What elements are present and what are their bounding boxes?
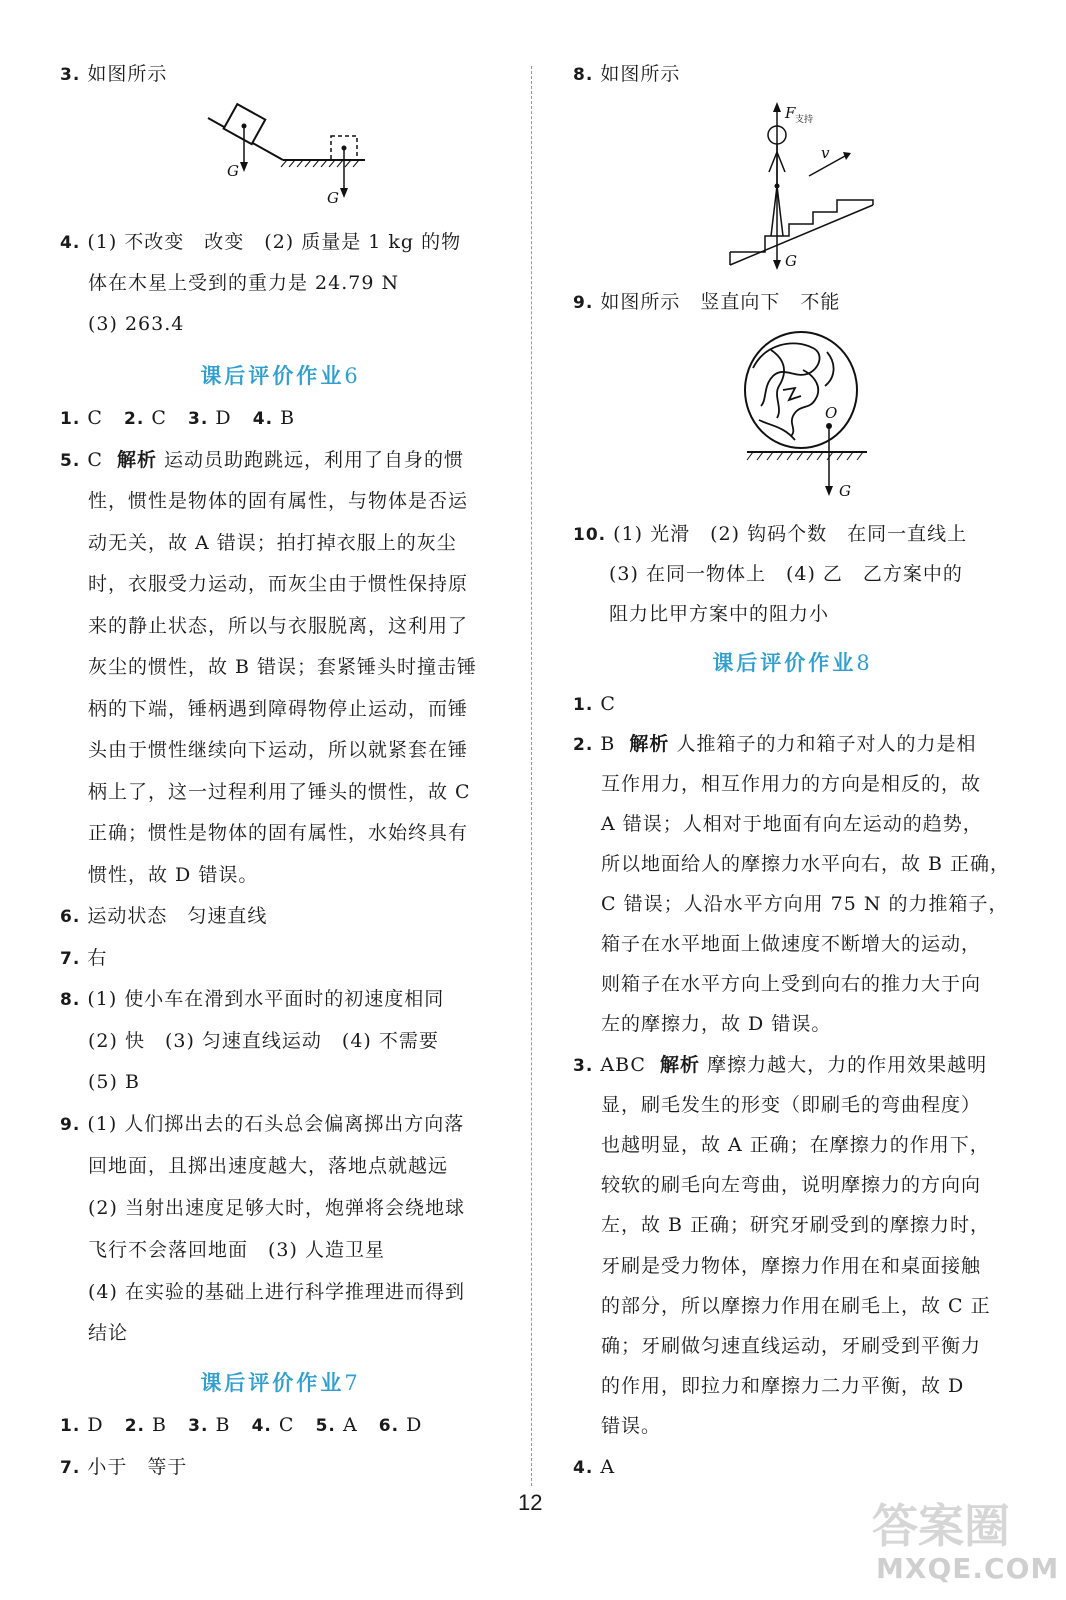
answer-5-line10: 正确；惯性是物体的固有属性，水始终具有 xyxy=(88,822,469,844)
escalator-person-figure xyxy=(725,100,885,272)
answer-10-line3: 阻力比甲方案中的阻力小 xyxy=(609,603,830,625)
answer-5-line3: 动无关，故 A 错误；拍打掉衣服上的灰尘 xyxy=(88,532,457,554)
answer-r3-line10: 错误。 xyxy=(601,1415,662,1437)
answer-r2-line1: 2. B 解析 人推箱子的力和箱子对人的力是相 xyxy=(573,733,977,755)
answers-1-6: 1. D 2. B 3. B 4. C 5. A 6. D xyxy=(60,1414,423,1436)
answers-1-4: 1. C 2. C 3. D 4. B xyxy=(60,407,296,429)
answer-r2-line7: 则箱子在水平方向上受到向右的推力大于向 xyxy=(601,973,982,995)
answer-r3-line8: 确；牙刷做匀速直线运动，牙刷受到平衡力 xyxy=(601,1335,982,1357)
answer-r3-line9: 的作用，即拉力和摩擦力二力平衡，故 D xyxy=(601,1375,965,1397)
answer-4-line2: 体在木星上受到的重力是 24.79 N xyxy=(88,272,400,294)
answer-5-line5: 来的静止状态，所以与衣服脱离，这利用了 xyxy=(88,615,469,637)
answer-r2-line3: A 错误；人相对于地面有向左运动的趋势， xyxy=(601,813,983,835)
watermark-logo: 答案圈 xyxy=(872,1499,1010,1553)
answer-6: 6. 运动状态 匀速直线 xyxy=(60,905,268,927)
answer-8-line2: (2) 快 (3) 匀速直线运动 (4) 不需要 xyxy=(88,1030,439,1052)
answer-r2-line8: 左的摩擦力，故 D 错误。 xyxy=(601,1013,832,1035)
answer-5-line9: 柄上了，这一过程利用了锤头的惯性，故 C xyxy=(88,781,471,803)
answer-10-line1: 10. (1) 光滑 (2) 钩码个数 在同一直线上 xyxy=(573,523,968,545)
answer-8-line3: (5) B xyxy=(88,1071,140,1093)
answer-r2-line4: 所以地面给人的摩擦力水平向右，故 B 正确， xyxy=(601,853,1011,875)
answer-3: 3. 如图所示 xyxy=(60,63,168,85)
answer-9: 9. 如图所示 竖直向下 不能 xyxy=(573,291,841,313)
answer-r3-line7: 的部分，所以摩擦力作用在刷毛上，故 C 正 xyxy=(601,1295,991,1317)
answer-7: 7. 右 xyxy=(60,947,108,969)
answer-r4: 4. A xyxy=(573,1456,616,1478)
answer-5-line11: 惯性，故 D 错误。 xyxy=(88,864,259,886)
page-number: 12 xyxy=(518,1490,543,1515)
answer-9-line5: (4) 在实验的基础上进行科学推理进而得到 xyxy=(88,1281,465,1303)
answer-9-line6: 结论 xyxy=(88,1322,129,1344)
answer-8-line1: 8. (1) 使小车在滑到水平面时的初速度相同 xyxy=(60,988,445,1010)
answer-r2-line6: 箱子在水平地面上做速度不断增大的运动， xyxy=(601,933,982,955)
answer-r3-line5: 左，故 B 正确；研究牙刷受到的摩擦力时， xyxy=(601,1214,991,1236)
rolling-ball-figure xyxy=(743,330,873,502)
section-heading-6: 课后评价作业6 xyxy=(200,364,358,388)
svg-text:F: F xyxy=(785,104,796,122)
answer-r1: 1. C xyxy=(573,693,616,715)
answer-4-line3: (3) 263.4 xyxy=(88,313,185,335)
answer-5-line6: 灰尘的惯性，故 B 错误；套紧锤头时撞击锤 xyxy=(88,656,478,678)
svg-text:G: G xyxy=(785,252,797,270)
section-heading-7: 课后评价作业7 xyxy=(200,1371,358,1395)
watermark-url: MXQE.COM xyxy=(876,1552,1060,1585)
answer-r3-line4: 较软的刷毛向左弯曲，说明摩擦力的方向向 xyxy=(601,1174,982,1196)
answer-r3-line3: 也越明显，故 A 正确；在摩擦力的作用下， xyxy=(601,1134,990,1156)
answer-10-line2: (3) 在同一物体上 (4) 乙 乙方案中的 xyxy=(609,563,963,585)
watermark xyxy=(872,1490,1060,1590)
answer-9-line1: 9. (1) 人们掷出去的石头总会偏离掷出方向落 xyxy=(60,1113,465,1135)
section-heading-8: 课后评价作业8 xyxy=(712,651,870,675)
answer-8: 8. 如图所示 xyxy=(573,63,681,85)
answer-7b: 7. 小于 等于 xyxy=(60,1456,188,1478)
answer-5-line8: 头由于惯性继续向下运动，所以就紧套在锤 xyxy=(88,739,469,761)
answer-r2-line2: 互作用力，相互作用力的方向是相反的，故 xyxy=(601,773,982,795)
column-divider xyxy=(531,66,532,1486)
svg-text:支持: 支持 xyxy=(795,115,814,125)
answer-r3-line1: 3. ABC 解析 摩擦力越大，力的作用效果越明 xyxy=(573,1054,988,1076)
answer-9-line2: 回地面，且掷出速度越大，落地点就越远 xyxy=(88,1155,449,1177)
answer-r3-line2: 显，刷毛发生的形变（即刷毛的弯曲程度） xyxy=(601,1094,982,1116)
answer-5-line7: 柄的下端，锤柄遇到障碍物停止运动，而锤 xyxy=(88,698,469,720)
answer-9-line4: 飞行不会落回地面 (3) 人造卫星 xyxy=(88,1239,385,1261)
svg-text:v: v xyxy=(821,144,830,162)
svg-text:G: G xyxy=(227,162,239,180)
answer-5-line4: 时，衣服受力运动，而灰尘由于惯性保持原 xyxy=(88,573,469,595)
svg-text:O: O xyxy=(825,404,838,422)
answer-r2-line5: C 错误；人沿水平方向用 75 N 的力推箱子， xyxy=(601,893,1009,915)
answer-4-line1: 4. (1) 不改变 改变 (2) 质量是 1 kg 的物 xyxy=(60,231,462,253)
answer-9-line3: (2) 当射出速度足够大时，炮弹将会绕地球 xyxy=(88,1197,465,1219)
svg-text:G: G xyxy=(839,482,851,500)
answer-5-line2: 性，惯性是物体的固有属性，与物体是否运 xyxy=(88,490,469,512)
answer-5-line1: 5. C 解析 运动员助跑跳远，利用了自身的惯 xyxy=(60,449,465,471)
answer-r3-line6: 牙刷是受力物体，摩擦力作用在和桌面接触 xyxy=(601,1255,982,1277)
svg-text:G: G xyxy=(327,189,339,207)
incline-gravity-figure xyxy=(205,100,375,210)
